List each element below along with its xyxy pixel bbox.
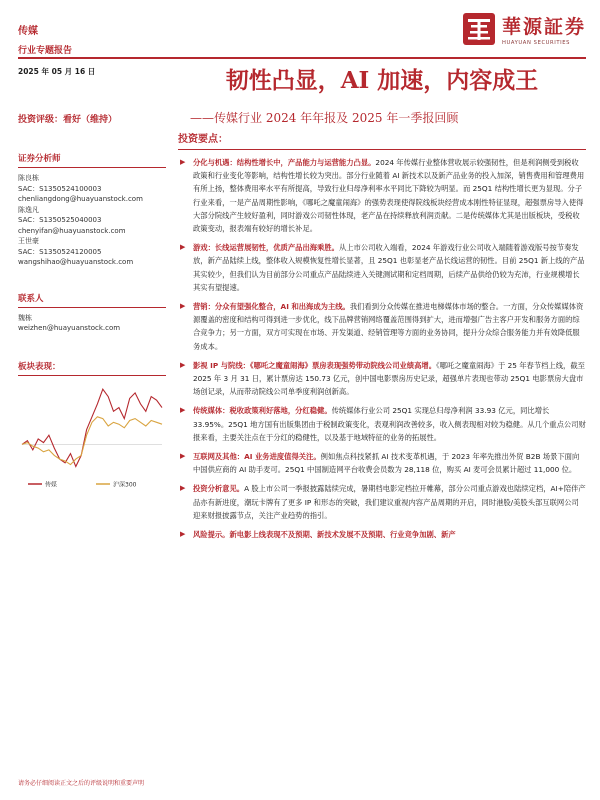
bullet-icon: ▶: [180, 243, 186, 252]
key-point-highlight: 互联网及其他：AI 业务进度值得关注。: [193, 452, 321, 462]
bullet-icon: ▶: [180, 360, 186, 369]
sector-label: 传媒: [18, 26, 38, 37]
key-point-highlight: 分化与机遇：结构性增长中，产品能力与运营能力凸显。: [193, 158, 376, 167]
key-point-paragraph: [178, 528, 586, 541]
key-point-paragraph: [178, 156, 586, 235]
bullet-icon: ▶: [180, 406, 186, 415]
header-divider: [18, 57, 586, 59]
key-point-text: 《哪吒之魔童闹海》于 25 年春节档上线，截至 2025 年 3 月 31 日，累计票房达 150.73 亿元，创中国电影票房历史记录，超强单片表现也带动 25Q1 电影票房大盘市场创记录，从而带动院线公司单季度利润创新高。: [193, 360, 585, 397]
key-point-paragraph: [178, 241, 586, 294]
footer-disclaimer: 请务必仔细阅读正文之后的评级说明和重要声明: [18, 780, 145, 787]
report-date: 2025 年 05 月 16 日: [18, 67, 96, 76]
report-title: 韧性凸显，AI 加速，内容成王: [225, 67, 539, 94]
report-type-label: 行业专题报告: [18, 46, 73, 56]
key-point-paragraph: [178, 359, 586, 399]
chart-heading: 板块表现：: [18, 361, 61, 372]
logo-mark-icon: [462, 12, 496, 46]
contact-divider: [18, 307, 166, 308]
key-point-paragraph: [178, 482, 586, 522]
key-point-paragraph: [178, 450, 586, 476]
contact-block: [18, 313, 166, 334]
analysts-heading: 证券分析师: [18, 154, 61, 164]
analyst-email[interactable]: chenyifan@huayuanstock.com: [18, 226, 126, 235]
analyst-email[interactable]: wangshihao@huayuanstock.com: [18, 258, 134, 266]
contact-heading: 联系人: [18, 293, 44, 304]
header-left: [18, 22, 72, 56]
key-point-text: 例如焦点科技紧抓 AI 技术变革机遇，于 2023 年率先推出外贸 B2B 场景下面向中国供应商的 AI 助手麦可。25Q1 中国制造网平台收费会员数为 28,118 位，购买 AI 麦可会员累计超过 11,000 位。: [193, 452, 580, 475]
bullet-icon: ▶: [180, 530, 186, 539]
key-point-highlight: 投资分析意见。: [193, 484, 245, 494]
legend-label-1: 沪深300: [113, 481, 137, 489]
key-point-text: 传统媒体行业公司 25Q1 实现总归母净利润 33.93 亿元，同比增长 33.95%。25Q1 地方国有出版集团由于税制政策变化，表观利润改善较多，收入侧表现相对较为稳健。从几个重点公司财报来看，主要关注点在于分红的稳健性，以及基于地域特征的业务的拓展性。: [193, 406, 586, 442]
bullet-icon: ▶: [180, 452, 186, 461]
chart-series-line-0: [22, 389, 162, 466]
logo-english: HUAYUAN SECURITIES: [501, 40, 571, 46]
bullet-icon: ▶: [180, 484, 186, 493]
chart-series-line-1: [22, 417, 162, 465]
logo-name: 華源証券: [501, 16, 586, 38]
report-subtitle: ——传媒行业 2024 年年报及 2025 年一季报回顾: [190, 111, 459, 125]
key-points-section: [178, 130, 586, 541]
company-logo: [462, 12, 586, 46]
contact-email[interactable]: weizhen@huayuanstock.com: [18, 324, 121, 332]
key-point-text: 2024 年传媒行业整体营收展示较强韧性，但是利润侧受到税收政策和行业变化等影响，结构性增长较为突出。部分行业随着 AI 新技术以及新产品业务的投入加深，销售费用和管理费用有所上扬，整体费用率水平有所提高，导致行业归母净利率水平同比下降较为明显。而 25Q1 结构性增长更为显现。分子行业来看，一是产品周期性影响，《哪吒之魔童闹海》的强势表现使得院线板块经营成本刚性特征显现，超强票房导入使得大部分院线产生较好盈利，同时游戏公司韧性体现，老产品在持续释放利润贡献。二是传统媒体尤其是出版板块，受税收政策变动，报表端有较好的增长补足。: [193, 158, 585, 234]
key-point-highlight: 传统媒体：税收政策利好落地，分红稳健。: [193, 406, 332, 416]
key-point-highlight: 影视 IP 与院线：《哪吒之魔童闹海》票房表现强势带动院线公司业绩高增。: [193, 360, 436, 370]
analyst-sac: SAC：S1350525040003: [18, 216, 102, 224]
key-point-highlight: 游戏：长线运营展韧性，优质产品出海乘胜。: [193, 243, 339, 253]
key-point-highlight: 营销：分众有望强化整合，AI 和出海成为主线。: [193, 302, 350, 312]
analyst-sac: SAC：S1350524100003: [18, 184, 102, 193]
bullet-icon: ▶: [180, 158, 186, 166]
contact-name: 魏栋: [18, 313, 32, 322]
key-points-list: [178, 156, 586, 541]
analyst-name: 陈逸凡: [18, 205, 39, 214]
key-points-heading: 投资要点：: [178, 130, 586, 150]
sidebar: [18, 126, 166, 376]
bullet-icon: ▶: [180, 302, 186, 311]
key-point-paragraph: [178, 404, 586, 444]
sector-performance-chart: [18, 366, 166, 498]
key-point-text: A 股上市公司一季报披露陆续完成，暑期档电影定档拉开帷幕，部分公司重点游戏也陆续定档，AI+陪伴产品亦有新进度，潮玩卡牌有了更多 IP 和形态的突破，我们建议重视内容产品周期的开启，同时港股/美股头部互联网公司迎来财报披露节点，关注产业趋势的指引。: [193, 484, 586, 520]
legend-label-0: 传媒: [45, 481, 58, 489]
key-point-highlight: 风险提示。新电影上线表现不及预期、新技术发展不及预期、行业竞争加剧、新产: [193, 530, 456, 540]
analyst-email[interactable]: chenliangdong@huayuanstock.com: [18, 195, 143, 203]
analyst-name: 王世豪: [18, 237, 39, 245]
key-point-text: 从上市公司收入端看，2024 年游戏行业公司收入端随着游戏版号按节奏发放，新产品陆续上线，整体收入规模恢复性增长显著，且 25Q1 也彰显老产品长线运营的韧性。目前 25Q1 新上线的产品其实较少，但我们认为目前部分公司重点产品陆续进入关键测试期和定档周期，后续产品供给仍较为充沛，行业规模增长其实有望提速。: [193, 243, 585, 292]
key-point-paragraph: [178, 300, 586, 353]
analyst-name: 陈良栋: [18, 174, 39, 182]
analyst-list: [18, 173, 166, 268]
key-point-text: 我们看到分众传媒在推进电梯媒体市场的整合。一方面，分众传媒媒体资源覆盖的密度和结构可得到进一步优化，线下品牌营销网络覆盖范围得到扩大，进而增强广告主客户开发和服务方面的综合竞争力；另一方面，双方可实现在市场、开发渠道、经销管理等方面的业务协同，提升分众综合服务能力并有效降低服务成本。: [193, 302, 584, 351]
analysts-divider: [18, 167, 166, 168]
chart-svg: [18, 366, 166, 498]
investment-rating: 投资评级：看好（维持）: [18, 115, 118, 125]
analyst-sac: SAC：S1350524120005: [18, 247, 102, 256]
